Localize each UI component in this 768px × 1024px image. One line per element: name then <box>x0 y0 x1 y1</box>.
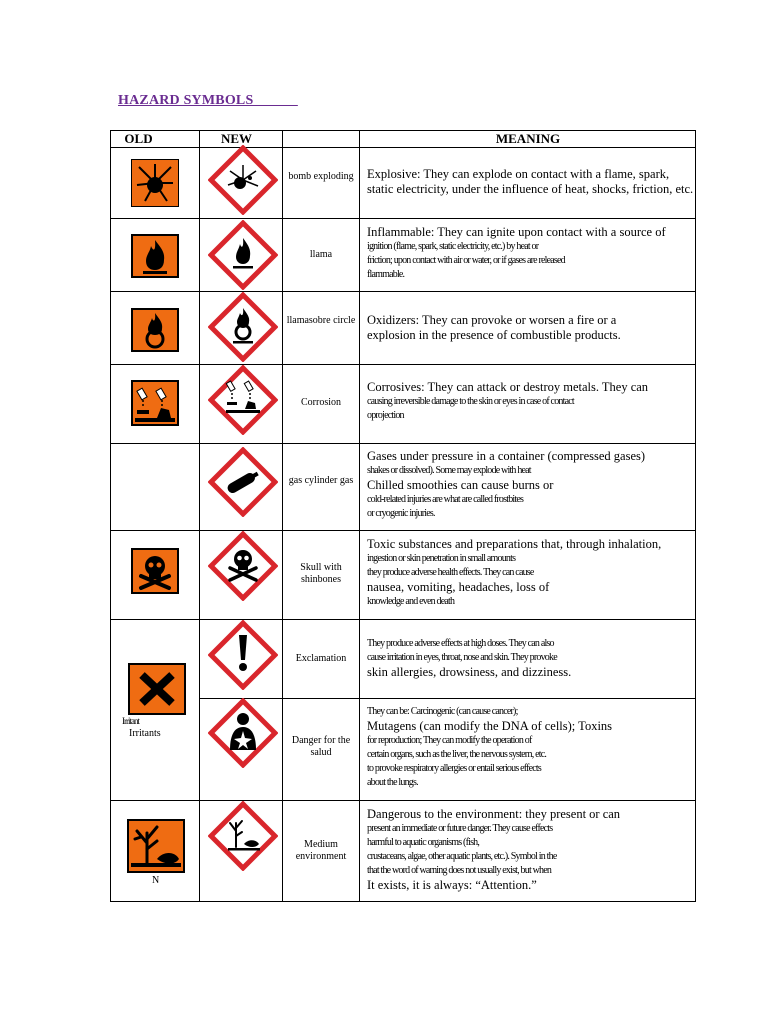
symbol-name: gas cylinder gas <box>288 475 354 486</box>
meaning-text: Gases under pressure in a container (compressed gases) shakes or dissolved). Some may explode with heat Chilled smoothies can cause burns or cold-related injuries are what are called frostbites or cryogenic injuries. <box>367 449 646 519</box>
new-environment-icon <box>208 801 278 871</box>
meaning-text: Toxic substances and preparations that, through inhalation, ingestion or skin penetration in small amounts they produce adverse health effects. They can cause nausea, vomiting, headaches, loss of knowledge and even death <box>367 537 662 607</box>
old-x-cross-icon <box>128 663 186 715</box>
header-meaning: MEANING <box>495 131 561 146</box>
new-exploding-bomb-icon <box>208 145 278 215</box>
header-new: NEW <box>220 131 253 146</box>
meaning-text: Dangerous to the environment: they present or can present an immediate or future danger. They cause effects harmful to aquatic organisms (fish, crustaceans, algae, other aquatic plants, etc.). Symbol in the that the word of warning does not usually exist, but when It exists, it is always: “Attention.” <box>367 807 621 892</box>
new-flame-over-circle-icon <box>208 292 278 362</box>
new-flame-icon <box>208 220 278 290</box>
hazard-table <box>110 130 696 902</box>
symbol-name: bomb exploding <box>288 171 354 182</box>
new-exclamation-icon <box>208 620 278 690</box>
symbol-name: llama <box>309 249 333 260</box>
meaning-text: They can be: Carcinogenic (can cause cancer); Mutagens (can modify the DNA of cells); Toxins for reproduction; They can modify the operation of certain organs, such as the liver, the nervous system, etc. to provoke respiratory allergies or entail serious effects about the lungs. <box>367 706 613 788</box>
symbol-name: Corrosion <box>301 397 341 408</box>
symbol-name: Danger for the salud <box>291 735 351 758</box>
meaning-text: Explosive: They can explode on contact with a flame, spark, static electricity, under the influence of heat, shocks, friction, etc. <box>367 167 694 196</box>
header-old: OLD <box>124 131 153 146</box>
meaning-text: Oxidizers: They can provoke or worsen a fire or a explosion in the presence of combustible products. <box>367 313 621 342</box>
old-corrosion-icon <box>131 380 179 426</box>
symbol-name: llamasobre circle <box>286 315 356 326</box>
symbol-name: Skull with shinbones <box>300 562 342 585</box>
new-health-hazard-icon <box>208 698 278 768</box>
symbol-name: Medium environment <box>295 839 347 862</box>
old-exploding-bomb-icon <box>131 159 179 207</box>
old-label-n: N <box>152 875 160 886</box>
symbol-name: Exclamation <box>295 653 347 664</box>
old-label-irritant: Irritant <box>122 716 139 726</box>
old-flame-over-circle-icon <box>131 308 179 352</box>
meaning-text: They produce adverse effects at high doses. They can also cause irritation in eyes, throat, nose and skin. They provoke skin allergies, drowsiness, and dizziness. <box>367 638 572 679</box>
old-label-irritants: Irritants <box>129 728 161 739</box>
old-dead-tree-fish-icon <box>127 819 185 873</box>
old-flame-icon <box>131 234 179 278</box>
old-skull-crossbones-icon <box>131 548 179 594</box>
meaning-text: Corrosives: They can attack or destroy metals. They can causing irreversible damage to the skin or eyes in case of contact oprojection <box>367 380 649 421</box>
new-gas-cylinder-icon <box>208 447 278 517</box>
new-corrosion-icon <box>208 365 278 435</box>
meaning-text: Inflammable: They can ignite upon contact with a source of ignition (flame, spark, static electricity, etc.) by heat or friction; upon contact with air or water, or if gases are released flammable. <box>367 225 666 280</box>
new-skull-crossbones-icon <box>208 531 278 601</box>
page-title: HAZARD SYMBOLS <box>118 93 298 108</box>
